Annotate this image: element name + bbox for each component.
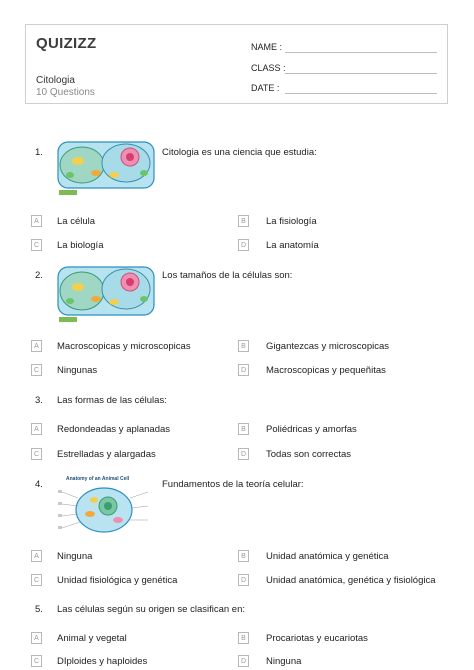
plant-cell-image	[56, 264, 156, 324]
option-text[interactable]: La biología	[57, 240, 104, 251]
question-text: Las formas de las células:	[57, 395, 167, 406]
option-text[interactable]: Gigantezcas y microscopicas	[266, 341, 390, 352]
option-letter-c[interactable]: C	[31, 655, 42, 667]
date-label: DATE :	[251, 83, 280, 93]
question-text: Las células según su origen se clasifican en:	[57, 604, 246, 615]
option-letter-c[interactable]: C	[31, 574, 42, 586]
name-label: NAME :	[251, 42, 283, 52]
option-text[interactable]: Ninguna	[266, 656, 302, 667]
option-letter-d[interactable]: D	[238, 655, 249, 667]
option-letter-d[interactable]: D	[238, 239, 249, 251]
option-text[interactable]: Unidad fisiológica y genética	[57, 575, 178, 586]
option-text[interactable]: Macroscopicas y microscopicas	[57, 341, 191, 352]
worksheet-header	[25, 24, 448, 104]
option-text[interactable]: Todas son correctas	[266, 449, 352, 460]
option-text[interactable]: Unidad anatómica y genética	[266, 551, 389, 562]
option-letter-c[interactable]: C	[31, 364, 42, 376]
option-text[interactable]: Poliédricas y amorfas	[266, 424, 357, 435]
option-text[interactable]: Macroscopicas y pequeñitas	[266, 365, 386, 376]
option-letter-b[interactable]: B	[238, 632, 249, 644]
question-count: 10 Questions	[36, 87, 95, 98]
option-text[interactable]: Procariotas y eucariotas	[266, 633, 368, 644]
option-letter-b[interactable]: B	[238, 215, 249, 227]
option-text[interactable]: Ningunas	[57, 365, 98, 376]
option-text[interactable]: Redondeadas y aplanadas	[57, 424, 171, 435]
animal-cell-image	[56, 474, 156, 542]
option-letter-d[interactable]: D	[238, 364, 249, 376]
class-label: CLASS :	[251, 63, 286, 73]
image-title: Anatomy of an Animal Cell	[66, 476, 130, 482]
class-line	[285, 73, 437, 74]
name-line	[285, 52, 437, 53]
option-text[interactable]: Estrelladas y alargadas	[57, 449, 156, 460]
option-letter-a[interactable]: A	[31, 550, 42, 562]
question-number: 3.	[35, 395, 43, 406]
option-letter-a[interactable]: A	[31, 632, 42, 644]
option-letter-b[interactable]: B	[238, 550, 249, 562]
option-text[interactable]: Animal y vegetal	[57, 633, 127, 644]
option-letter-c[interactable]: C	[31, 239, 42, 251]
question-text: Fundamentos de la teoría celular:	[162, 479, 304, 490]
date-line	[285, 93, 437, 94]
quizizz-logo: QUIZIZZ	[36, 35, 97, 52]
option-text[interactable]: La anatomía	[266, 240, 319, 251]
question-number: 4.	[35, 479, 43, 490]
option-text[interactable]: La célula	[57, 216, 96, 227]
option-letter-c[interactable]: C	[31, 448, 42, 460]
option-text[interactable]: Ninguna	[57, 551, 93, 562]
option-letter-d[interactable]: D	[238, 574, 249, 586]
option-letter-b[interactable]: B	[238, 340, 249, 352]
plant-cell-image	[56, 139, 156, 197]
question-text: Los tamaños de la células son:	[162, 270, 293, 281]
option-letter-a[interactable]: A	[31, 215, 42, 227]
question-number: 2.	[35, 270, 43, 281]
option-text[interactable]: DIploides y haploides	[57, 656, 148, 667]
option-letter-b[interactable]: B	[238, 423, 249, 435]
question-number: 1.	[35, 147, 43, 158]
worksheet-title: Citologia	[36, 75, 75, 86]
option-text[interactable]: La fisiología	[266, 216, 317, 227]
question-number: 5.	[35, 604, 43, 615]
option-letter-a[interactable]: A	[31, 340, 42, 352]
option-letter-a[interactable]: A	[31, 423, 42, 435]
option-letter-d[interactable]: D	[238, 448, 249, 460]
option-text[interactable]: Unidad anatómica, genética y fisiológica	[266, 575, 436, 586]
question-text: Citologia es una ciencia que estudia:	[162, 147, 317, 158]
